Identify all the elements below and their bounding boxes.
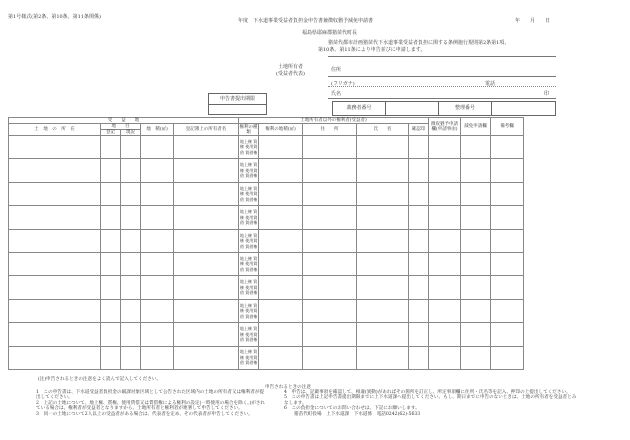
beneficiary-no-label: 義務者番号 (333, 102, 386, 115)
col-area: 地 積(㎡) (141, 124, 174, 136)
table-cell[interactable] (461, 299, 491, 322)
table-cell[interactable] (259, 299, 303, 322)
table-cell[interactable] (461, 182, 491, 205)
table-cell[interactable] (303, 276, 357, 299)
table-cell[interactable] (259, 229, 303, 252)
deadline-label: 申告書提出期限 (209, 94, 266, 105)
number-box (332, 101, 556, 116)
table-cell[interactable] (141, 136, 174, 159)
table-cell[interactable] (429, 206, 461, 229)
table-cell[interactable] (174, 323, 239, 346)
col-current: 現況 (121, 130, 141, 136)
table-cell[interactable] (303, 252, 357, 275)
table-cell[interactable] (121, 323, 141, 346)
table-cell[interactable] (357, 323, 409, 346)
table-cell[interactable] (491, 229, 524, 252)
table-cell[interactable] (259, 346, 303, 369)
table-cell[interactable] (101, 299, 121, 322)
table-cell[interactable] (303, 136, 357, 159)
table-cell[interactable] (174, 206, 239, 229)
table-cell[interactable] (357, 276, 409, 299)
table-cell[interactable] (491, 276, 524, 299)
table-cell[interactable] (429, 136, 461, 159)
table-cell[interactable] (491, 182, 524, 205)
table-cell[interactable] (259, 323, 303, 346)
table-cell[interactable] (101, 323, 121, 346)
table-cell[interactable] (461, 346, 491, 369)
table-cell[interactable] (303, 346, 357, 369)
form-title: 年度 下水道事業受益者負担金申告書兼徴収猶予減免申請書 (238, 18, 374, 24)
name-field[interactable] (328, 98, 556, 99)
table-cell[interactable] (9, 323, 101, 346)
table-cell[interactable] (9, 346, 101, 369)
table-cell[interactable] (461, 136, 491, 159)
table-cell[interactable] (9, 229, 101, 252)
table-cell[interactable] (357, 346, 409, 369)
table-cell[interactable] (259, 159, 303, 182)
table-cell[interactable] (461, 252, 491, 275)
table-row (9, 276, 524, 299)
right-type-cell: 地上権 質権 使用貸借 賃借権 (239, 252, 259, 275)
table-cell[interactable] (461, 276, 491, 299)
table-cell[interactable] (409, 276, 429, 299)
table-cell[interactable] (121, 252, 141, 275)
table-row (9, 299, 524, 322)
notes-right (284, 390, 580, 417)
table-cell[interactable] (409, 159, 429, 182)
land-table (8, 117, 524, 370)
right-type-cell: 地上権 質権 使用貸借 賃借権 (239, 276, 259, 299)
col-right-area: 権利の地積(㎡) (259, 124, 303, 136)
ref-no-label: 整理番号 (439, 102, 492, 115)
phone-label: 電話 (485, 81, 496, 87)
table-cell[interactable] (491, 159, 524, 182)
table-cell[interactable] (429, 229, 461, 252)
note-5: 5 この申告書は上記申告書提出期限までに上下水道課へ提出してください。もし、期日までに申告のないときは、土地の所有者を受益者とみなします。 (284, 395, 577, 406)
table-cell[interactable] (121, 182, 141, 205)
table-cell[interactable] (101, 229, 121, 252)
table-cell[interactable] (429, 276, 461, 299)
table-cell[interactable] (409, 346, 429, 369)
table-cell[interactable] (141, 182, 174, 205)
furigana-label: (フリガナ) (331, 81, 355, 87)
col-name: 氏 名 (357, 124, 409, 136)
notes-left (36, 390, 268, 417)
deadline-box (208, 93, 267, 115)
table-cell[interactable] (141, 299, 174, 322)
table-cell[interactable] (409, 136, 429, 159)
table-cell[interactable] (9, 276, 101, 299)
table-cell[interactable] (141, 252, 174, 275)
table-cell[interactable] (9, 182, 101, 205)
right-type-cell: 地上権 質権 使用貸借 賃借権 (239, 159, 259, 182)
address-field[interactable] (328, 76, 556, 77)
table-cell[interactable] (303, 299, 357, 322)
table-cell[interactable] (121, 229, 141, 252)
table-cell[interactable] (429, 323, 461, 346)
table-cell[interactable] (429, 182, 461, 205)
note-4: 4 申告は、記載事項を確認して、相違(異動)があればその箇所を訂正し、所定事項欄に住所・氏名等を記入、押印の上提出してください。 (284, 390, 571, 395)
intro-line-2: 第10条、第11条により申告並びに申請します。 (318, 47, 426, 53)
note-1: 1 この申告書は、下水道受益者負担金の賦課対象区域として公告された区域内の土地の所有者又は権利者が提出してください。 (36, 390, 265, 401)
table-cell[interactable] (409, 206, 429, 229)
table-cell[interactable] (303, 159, 357, 182)
table-cell[interactable] (141, 159, 174, 182)
table-cell[interactable] (174, 182, 239, 205)
address-label: 住所 (331, 67, 342, 73)
table-cell[interactable] (303, 182, 357, 205)
right-type-cell: 地上権 質権 使用貸借 賃借権 (239, 182, 259, 205)
table-cell[interactable] (259, 252, 303, 275)
table-row (9, 229, 524, 252)
table-cell[interactable] (259, 206, 303, 229)
table-cell[interactable] (357, 182, 409, 205)
col-owner: 登記簿上の所有者名 (174, 124, 239, 136)
table-cell[interactable] (174, 136, 239, 159)
table-cell[interactable] (141, 276, 174, 299)
intro-line-1: 猪苗代都市計画猪苗代下水道事業受益者負担に関する条例施行規則第2条第1項、 (328, 40, 510, 46)
col-registered: 登記 (101, 130, 121, 136)
notes-title: (注)申告されるときの注意をよく読んで記入してください。 (38, 377, 162, 382)
col-exemption: 減免申請欄 (461, 118, 491, 136)
table-cell[interactable] (429, 159, 461, 182)
contact: 猪苗代町役場 上下水道課 下水道係 電話0242(62)-5633 (294, 411, 421, 417)
table-cell[interactable] (303, 206, 357, 229)
table-row (9, 206, 524, 229)
table-cell[interactable] (174, 346, 239, 369)
table-cell[interactable] (121, 346, 141, 369)
right-type-cell: 地上権 質権 使用貸借 賃借権 (239, 299, 259, 322)
table-cell[interactable] (461, 229, 491, 252)
table-row (9, 182, 524, 205)
right-type-cell: 地上権 質権 使用貸借 賃借権 (239, 229, 259, 252)
table-cell[interactable] (461, 323, 491, 346)
table-cell[interactable] (491, 323, 524, 346)
table-cell[interactable] (9, 206, 101, 229)
table-cell[interactable] (429, 346, 461, 369)
table-cell[interactable] (9, 136, 101, 159)
table-cell[interactable] (101, 346, 121, 369)
table-row (9, 323, 524, 346)
table-cell[interactable] (409, 299, 429, 322)
table-cell[interactable] (303, 323, 357, 346)
table-cell[interactable] (101, 276, 121, 299)
table-cell[interactable] (121, 276, 141, 299)
col-right-type: 権利の種類 (239, 124, 258, 135)
table-cell[interactable] (174, 299, 239, 322)
table-cell[interactable] (409, 182, 429, 205)
table-cell[interactable] (409, 323, 429, 346)
col-confirm: 確認印 (409, 124, 429, 136)
table-row (9, 346, 524, 369)
right-type-cell: 地上権 質権 使用貸借 賃借権 (239, 323, 259, 346)
notes-right-title: 申告されるときの注意 (265, 385, 311, 390)
note-2: 2 上記の土地について、地上権、質権、使用貸借又は賃借権による権利の設定(一時使用の場合を除く。)がされている場合は、権利者が受益者となりますから、土地所有者と権利者が連署して申告してください。 (36, 400, 266, 412)
owner-label-sub: (受益者代表) (276, 71, 305, 77)
table-row (9, 159, 524, 182)
name-label: 氏名 (331, 91, 342, 97)
right-type-cell: 地上権 質権 使用貸借 賃借権 (239, 136, 259, 159)
table-cell[interactable] (357, 299, 409, 322)
table-cell[interactable] (357, 229, 409, 252)
table-cell[interactable] (491, 346, 524, 369)
table-cell[interactable] (121, 206, 141, 229)
table-row (9, 252, 524, 275)
table-cell[interactable] (409, 229, 429, 252)
col-address: 住 所 (303, 124, 357, 136)
table-cell[interactable] (9, 159, 101, 182)
table-cell[interactable] (357, 159, 409, 182)
table-cell[interactable] (174, 159, 239, 182)
table-row (9, 136, 524, 159)
col-location: 土 地 の 所 在 (9, 124, 101, 136)
table-cell[interactable] (9, 252, 101, 275)
table-cell[interactable] (101, 252, 121, 275)
table-cell[interactable] (461, 159, 491, 182)
table-cell[interactable] (121, 159, 141, 182)
col-remarks: 備考欄 (491, 118, 524, 136)
beneficiary-no-field[interactable] (386, 102, 439, 115)
right-type-cell: 地上権 質権 使用貸借 賃借権 (239, 206, 259, 229)
col-chimoku: 地 目 (101, 124, 141, 130)
table-cell[interactable] (303, 229, 357, 252)
group-rights: 土地所有者以外の権利者(受益者) (239, 118, 429, 124)
table-cell[interactable] (491, 299, 524, 322)
form-number: 第1号様式(第2条、第10条、第11条関係) (8, 14, 101, 20)
table-cell[interactable] (141, 346, 174, 369)
table-cell[interactable] (101, 206, 121, 229)
table-cell[interactable] (9, 299, 101, 322)
date-field: 年 月 日 (515, 18, 551, 24)
table-cell[interactable] (357, 252, 409, 275)
note-6: 6 この負担金についてのお問い合わせは、下記にお願いします。 (284, 406, 420, 412)
ref-no-field[interactable] (492, 102, 555, 115)
table-cell[interactable] (259, 182, 303, 205)
table-cell[interactable] (101, 136, 121, 159)
table-cell[interactable] (461, 206, 491, 229)
seal-label: 印 (544, 91, 550, 97)
table-cell[interactable] (491, 206, 524, 229)
table-cell[interactable] (101, 159, 121, 182)
table-cell[interactable] (141, 206, 174, 229)
group-land: 受 益 地 (9, 118, 239, 124)
right-type-cell: 地上権 質権 使用貸借 賃借権 (239, 346, 259, 369)
table-cell[interactable] (491, 252, 524, 275)
table-cell[interactable] (429, 299, 461, 322)
table-cell[interactable] (121, 299, 141, 322)
owner-label: 土地所有者 (278, 64, 304, 70)
addressee: 福島県耶麻郡猪苗代町長 (302, 30, 358, 36)
table-cell[interactable] (174, 252, 239, 275)
table-cell[interactable] (357, 136, 409, 159)
col-deferral: 徴収猶予申請欄(申請事由) (429, 118, 461, 136)
table-cell[interactable] (174, 276, 239, 299)
table-cell[interactable] (491, 136, 524, 159)
table-cell[interactable] (141, 229, 174, 252)
table-cell[interactable] (174, 229, 239, 252)
table-cell[interactable] (259, 276, 303, 299)
table-cell[interactable] (121, 136, 141, 159)
table-cell[interactable] (259, 136, 303, 159)
table-cell[interactable] (141, 323, 174, 346)
table-cell[interactable] (409, 252, 429, 275)
note-3: 3 同一の土地について2人以上の受益者がある場合は、代表者を定め、その代表者が申告してください。 (36, 411, 253, 417)
table-cell[interactable] (429, 252, 461, 275)
table-cell[interactable] (101, 182, 121, 205)
table-cell[interactable] (357, 206, 409, 229)
